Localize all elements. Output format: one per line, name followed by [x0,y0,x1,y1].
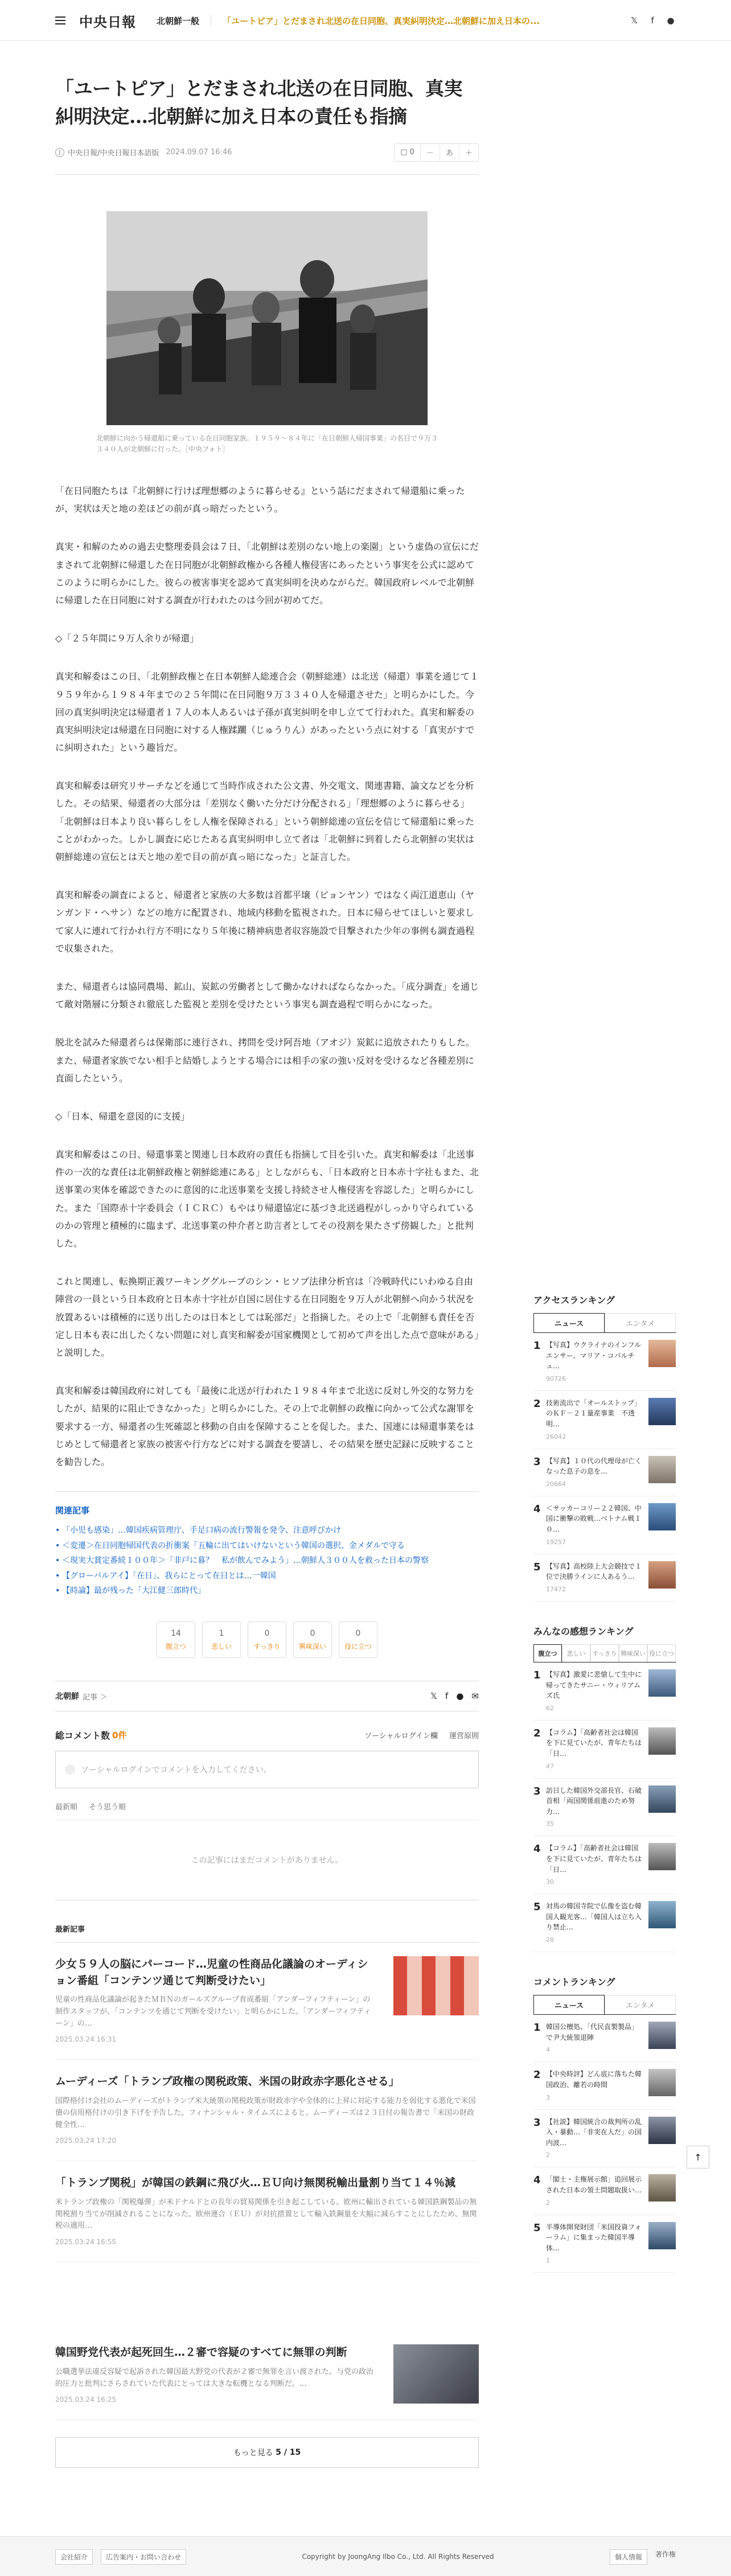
comment-input[interactable] [55,1751,479,1788]
emotion-tab-angry[interactable]: 腹立つ [533,1644,562,1662]
emotion-ranking [533,1624,676,1952]
line-share-icon[interactable]: ● [456,1691,464,1702]
latest-label: 最新記事 [55,1923,479,1943]
article-title: 「ユートピア」とだまされ北送の在日同胞、真実糾明決定…北朝鮮に加え日本の責任も指摘 [55,77,462,127]
latest-article-thumb[interactable] [393,1956,479,2015]
reaction-count: 0 [264,1629,270,1639]
rank-thumb [648,1398,676,1425]
rank-number: 2 [533,1727,541,1739]
article-paragraph: 真実和解委は韓国政府に対しても「最後に北送が行われた１９８４年まで北送に反対し外交的な努力をしたが、結果的に阻止できなかった」と明らかにした。その上で北朝鮮の政権に向かって公式な謝罪を要求する一方、帰還者の生死確認と移動の自由を保障することを促した。また、国連には帰還事業をはじめとして帰還者と家族の被害や行方などに対する調査を要請し、その結果を歴史記録に反映することを勧告した。 [55,1385,475,1467]
hamburger-menu-icon[interactable] [55,17,65,24]
latest-article-title[interactable]: 韓国野党代表が起死回生…２審で容疑のすべてに無罪の判断 [55,2346,347,2359]
comments-title: 総コメント数 [55,1730,110,1742]
reaction-label: 役に立つ [344,1643,372,1651]
reaction-relieved-button[interactable] [248,1622,286,1658]
reaction-angry-button[interactable] [157,1622,195,1658]
ranking-item[interactable] [533,1496,676,1554]
article-source[interactable]: 中央日報/中央日報日本語版 [68,149,159,158]
related-link[interactable]: • ＜現実大賞定番続１００年＞「非戸に暮？ 私が飲んでみよう」…朝鮮人３００人を救った日本の警察 [55,1553,479,1569]
emotion-tab-useful[interactable]: 役に立つ [647,1644,676,1662]
load-more-page: 5 / 15 [276,2448,301,2458]
rank-thumb [648,2174,676,2201]
main-column [55,41,479,2468]
line-share-icon[interactable]: ● [667,15,675,26]
ranking-item[interactable] [533,1663,676,1721]
latest-article-date: 2025.03.24 16:31 [55,2035,117,2044]
rank-number: 3 [533,1785,541,1797]
rank-count: 30 [546,1878,554,1886]
privacy-link[interactable]: 個人情報 [610,2549,647,2565]
rank-title: 韓国公檀処、「代民直製製品」で尹大統領退陣 [546,2023,639,2042]
article-paragraph: 「在日同胞たちは『北朝鮮に行けば理想郷のように暮らせる』という話にだまされて帰還船に乗ったが、実状は天と地の差ほどの前が真っ暗だったという。 [55,485,465,515]
rank-number: 5 [533,1901,541,1914]
rank-number: 1 [533,1340,541,1352]
footer [0,2536,731,2576]
rank-title: 「閣士・主権展示館」追回展示された日本の領土問題取扱い… [546,2175,642,2194]
font-size-decrease-button[interactable]: － [421,144,440,161]
reaction-count: 1 [219,1629,224,1639]
reaction-label: 悲しい [211,1643,232,1651]
related-link[interactable]: • 【グローバルアイ】「在日」、我らにとって在日とは…一韓国 [55,1569,479,1584]
ad-contact-link[interactable]: 広告案内・お問い合わせ [101,2549,186,2565]
rank-title: 【社説】韓国統合の裁判所の乱入・暴動…「非実在人だ」の国内波… [546,2117,642,2147]
comments-empty: この記事にはまだコメントがありません。 [55,1820,479,1900]
latest-article-desc: 国際格付け会社のムーディーズがトランプ米大統領の関税政策が財政赤字や全体的に上昇に対応する能力を弱化する悪化で米国債の信用格付けの引き下げを予告した。フィナンシャル・タイムズによると、ムーディーズは２３日付の報告書で「米国の財政健全性… [55,2096,476,2129]
facebook-share-icon[interactable]: f [651,15,654,26]
ranking-item[interactable] [533,2110,676,2168]
article-paragraph: これと関連し、転換期正義ワーキンググループのシン・ヒソプ法律分析官は「冷戦時代にいわゆる自由陣営の一員という日本政府と日本赤十字社が自国に居住する在日同胞を９万人が北朝鮮へ向かう状況を放置あるいは積極的に送り出したのは日本としては恥部だ」と指摘した。その上で「北朝鮮も責任を否定し日本も表に出したくない問題に対し真実和解委が国家機関として初めて声を出した点で意味がある」と説明した。 [55,1276,479,1358]
article-subheading: ◇「日本、帰還を意図的に支援」 [55,1110,190,1122]
reaction-count: 14 [171,1629,181,1639]
rank-views: 17472 [546,1585,566,1593]
rank-title: 【写真】ウクライナのインフルエンサー、マリア・コパルチュ… [546,1341,642,1371]
reaction-label: すっきり [253,1643,281,1651]
section-name[interactable]: 北朝鮮一般 [157,15,211,27]
rank-thumb [648,2222,676,2249]
rank-thumb [648,1901,676,1928]
access-tab-news[interactable]: ニュース [533,1313,605,1332]
rank-number: 3 [533,1455,541,1468]
load-more-button[interactable] [55,2437,479,2468]
rank-title: 【写真】高校陸上大会競技で１位で決勝ラインに人あるう… [546,1562,642,1581]
article-paragraph: 脱北を試みた帰還者らは保衛部に連行され、拷問を受け阿吾地（アオジ）炭鉱に追放されたりもした。また、帰還者家族でない相手と結婚しようとする場合には相手の家の強い反対を受けるなど各種差別に直面したという。 [55,1037,475,1084]
rank-title: 対馬の韓国寺院で仏像を盗む韓国人観光客…「韓国人は立ち入り禁止… [546,1902,642,1932]
article-date: 2024.09.07 16:46 [166,148,232,157]
related-link[interactable]: • 【時論】最が残った「大江健三郎時代」 [55,1583,479,1599]
rank-number: 5 [533,2221,541,2234]
rank-number: 4 [533,1843,541,1855]
rank-thumb [648,1785,676,1813]
rank-number: 2 [533,2069,541,2081]
comment-ranking-title[interactable]: コメントランキング [533,1977,615,1988]
user-avatar-icon [65,1764,75,1775]
related-articles [55,1491,479,1599]
site-logo[interactable]: 中央日報 [79,13,136,30]
company-info-link[interactable]: 会社紹介 [55,2549,93,2565]
ranking-item[interactable] [533,2062,676,2109]
rank-count: 28 [546,1936,554,1944]
article-paragraph: 真実和解委はこの日、帰還事業と関連し日本政府の責任も指摘して目を引いた。真実和解委は「北送事件の一次的な責任は北朝鮮政権と朝鮮総連にある」としながらも、「日本政府と日本赤十字社もまた、北送事業の実体を確認できたのに意図的に北送事業を支援し持続させ人権侵害を容認した」と明らかにした。また「国際赤十字委員会（ＩＣＲＣ）もやはり帰還協定に基づき北送過程がしっかり守られているのかの管理と積極的に臨まず、北送事業の仲介者と助言者としてその役割を果たさず傍観した」と批判した。 [55,1149,479,1249]
emotion-tab-interesting[interactable]: 興味深い [619,1644,647,1662]
ranking-item[interactable] [533,1779,676,1837]
rank-number: 2 [533,1397,541,1410]
article-photo-box [55,211,479,455]
font-button[interactable]: あ [440,144,459,161]
ranking-item[interactable] [533,1333,676,1391]
photo-illustration [106,211,428,425]
latest-article-desc: 公職選挙法違反容疑で起訴された韓国最大野党の代表が２審で無罪を言い渡された。与党の政治的圧力と批判にさらされていた代表にとっては大きな転機となる判断だ。… [55,2367,374,2388]
headline-ticker[interactable]: 「ユートピア」とだまされ北送の在日同胞、真実糾明決定…北朝鮮に加え日本の... [223,15,540,26]
x-share-icon[interactable]: 𝕏 [430,1691,438,1702]
copyright: Copyright by JoongAng Ilbo Co., Ltd. All Rights Reserved [302,2553,494,2561]
latest-article[interactable] [55,2060,479,2161]
byline [55,143,479,175]
rank-thumb [648,2069,676,2096]
ranking-item[interactable] [533,1391,676,1449]
rank-thumb [648,2022,676,2049]
latest-article-thumb[interactable] [393,2344,479,2404]
rank-thumb [648,1340,676,1367]
article-body [55,482,479,1471]
rank-count: 62 [546,1704,554,1712]
rank-thumb [648,2117,676,2144]
x-share-icon[interactable]: 𝕏 [630,15,638,26]
emotion-ranking-title[interactable]: みんなの感想ランキング [533,1626,634,1637]
comment-tab-news[interactable]: ニュース [533,1995,605,2014]
photo-caption: 北朝鮮に向かう帰還船に乗っている在日同胞家族。１９５９～８４年に「在日朝鮮人帰国事業」の名目で９万３３４０人が北朝鮮に行った。［中央フォト］ [96,434,438,453]
rank-thumb [648,1561,676,1589]
author-row [55,1681,479,1711]
rank-number: 4 [533,1503,541,1515]
access-ranking-title[interactable]: アクセスランキング [533,1295,615,1306]
reaction-count: 0 [355,1629,361,1639]
ranking-item[interactable] [533,1554,676,1602]
rank-title: 【コラム】「高齢者社会は韓国を下に見ていたが、青年たちは「日… [546,1728,642,1758]
arrow-up-icon: ↑ [694,2151,702,2163]
font-size-increase-button[interactable]: ＋ [465,149,473,158]
rank-title: 訪日した韓国外交部長官、石破首相「両国関係前進のため努力… [546,1786,642,1816]
sidebar [533,41,676,2468]
emotion-tab-relieved[interactable]: すっきり [590,1644,619,1662]
rank-thumb [648,1843,676,1870]
ranking-item[interactable] [533,1836,676,1894]
related-title: 関連記事 [55,1505,90,1516]
latest-article-desc: 児童の性商品化議論が起きたＭＢＮのガールズグループ育成番組「アンダーフィフティーン」の制作スタッフが、「コンテンツを通じて判断を受けたい」と明らかにした。「アンダーフィフティーン」の… [55,1995,371,2028]
rank-count: 47 [546,1762,554,1770]
latest-article-date: 2025.03.24 16:55 [55,2238,117,2246]
rank-count: 35 [546,1820,554,1828]
rank-title: 【写真】激愛に悲愴して生中に帰ってきたサニー・ウィリアムズ氏 [546,1670,642,1700]
rank-views: 19257 [546,1538,566,1546]
article-subheading: ◇「２５年間に９万人余りが帰還」 [55,633,199,644]
rank-thumb [648,1503,676,1530]
rank-count: 3 [546,2093,550,2101]
ranking-item[interactable] [533,1449,676,1496]
source-icon: J [55,148,64,157]
reaction-buttons [55,1622,479,1658]
rank-title: 【コラム】「高齢者社会は韓国を下に見ていたが、青年たちは「日… [546,1844,642,1874]
facebook-share-icon[interactable]: f [445,1691,449,1702]
rank-title: ＜サッカーコリー２２韓国、中国に衝撃の敗戦…ベトナム戦１０… [546,1504,642,1534]
emotion-tab-sad[interactable]: 悲しい [562,1644,590,1662]
comment-tab-entame[interactable]: エンタメ [605,1995,676,2014]
latest-article-desc: 米トランプ政権の「関税爆弾」が米ドナルドとの長年の貿易関係を引き起こしている。欧州に輸出されている韓国鉄鋼製品の無関税割り当てが削減されることになった。欧州連合（ＥＵ）が対抗措置として輸入鉄鋼量を大幅に減らすことにしたため、無関税の適用… [55,2198,477,2231]
reaction-count: 0 [310,1629,315,1639]
ranking-item[interactable] [533,1721,676,1779]
rank-number: 4 [533,2174,541,2187]
reaction-label: 腹立つ [165,1643,186,1651]
rank-title: 半導体開発財団「米国投資フォーラム」に集まった韓国半導体… [546,2223,642,2252]
latest-article-date: 2025.03.24 16:25 [55,2396,117,2404]
rank-title: 技術流出で「オールストップ」のＫＦ－２１量産事業 不透明… [546,1398,642,1429]
latest-article[interactable] [55,2331,479,2420]
rank-thumb [648,1456,676,1483]
rank-number: 1 [533,1669,541,1681]
comment-placeholder: ソーシャルログインでコメントを入力してください。 [81,1766,272,1775]
load-more-label: もっと見る [233,2449,273,2458]
copyright-link[interactable]: 著作権 [655,2550,676,2558]
article-photo [106,211,428,425]
rank-count: 1 [546,2257,550,2265]
latest-article-title[interactable]: ムーディーズ「トランプ政権の関税政策、米国の財政赤字悪化させる」 [55,2075,400,2088]
comment-ranking [533,1975,676,2273]
author-more-link[interactable]: 記事 ＞ [83,1693,108,1702]
article-paragraph: 真実和解委はこの日、「北朝鮮政権と在日本朝鮮人総連合会（朝鮮総連）は北送（帰還）事業を通じて１９５９年から１９８４年までの２５年間に在日同胞９万３３４０人を帰還させた」と明らかにした。今回の真実糾明決定は帰還者１７人の本人あるいは子孫が真実糾明を申し立てて行われた。真実和解委の真実糾明決定は帰還在日同胞に対する人権蹂躙（じゅうりん）があったという点に対する「真実がすでに糾明された」という趣旨だ。 [55,671,479,754]
latest-article[interactable] [55,2161,479,2262]
reaction-useful-button[interactable] [339,1622,377,1658]
rank-count: 4 [546,2046,550,2054]
rank-number: 1 [533,2022,541,2034]
rank-title: 【写真】１０代の代理母が亡くなった息子の息を… [546,1456,642,1476]
reaction-label: 興味深い [298,1643,326,1651]
rank-thumb [648,1669,676,1697]
ranking-item[interactable] [533,2015,676,2062]
comment-policy-link[interactable]: 運営原則 [449,1732,479,1741]
ranking-item[interactable] [533,2215,676,2273]
reaction-sad-button[interactable] [202,1622,241,1658]
scroll-to-top-button[interactable] [687,2146,709,2168]
related-link[interactable]: • ＜変遷＞在日同胞帰国代表の折衝案「五輪に出てはいけないという韓国の選択、金メダルで守る [55,1538,479,1554]
reaction-interesting-button[interactable] [293,1622,332,1658]
article-paragraph: 真実・和解のための過去史整理委員会は７日、「北朝鮮は差別のない地上の楽園」という虚偽の宣伝にだまされて北朝鮮に帰還した在日同胞が北朝鮮政権から各種人権侵害にあったという事実を公式に認めてこのように明らかにした。彼らの被害事実を認めて真実糾明を決めながらだ。韓国政府レベルで北朝鮮に帰還した在日同胞に対する調査が行われたのは今回が初めてだ。 [55,541,479,606]
article-paragraph: 真実和解委の調査によると、帰還者と家族の大多数は首都平壌（ピョンヤン）ではなく両江道恵山（ヤンガンド・ヘサン）などの地方に配置され、地域内移動を監視された。日本に帰らせてほしいと要求して家人に連れて行かれ行方不明になり５年後に精神病患者収容施設で目撃された少年の事例も調査過程で収集された。 [55,890,475,954]
rank-number: 3 [533,2116,541,2129]
rank-number: 5 [533,1561,541,1573]
latest-article[interactable] [55,1943,479,2060]
article-tools [394,143,479,162]
rank-title: 【中央時評】どん底に落ちた韓国政治、離若の時間 [546,2070,642,2089]
author-name[interactable]: 北朝鮮 [55,1692,79,1702]
access-tab-entame[interactable]: エンタメ [605,1313,676,1332]
rank-count: 2 [546,2199,550,2207]
mail-share-icon[interactable]: ✉ [471,1691,479,1702]
top-navigation-bar [0,0,731,41]
latest-article-date: 2025.03.24 17:20 [55,2137,117,2145]
comments-count: 0件 [112,1730,127,1741]
sort-latest-tab[interactable]: 最新順 [55,1803,78,1812]
sort-popular-tab[interactable]: そう思う順 [89,1803,126,1812]
social-login-link[interactable]: ソーシャルログイン欄 [364,1732,438,1741]
latest-article-title[interactable]: 「トランプ関税」が韓国の鉄鋼に飛び火…ＥＵ向け無関税輸出量割り当て１４％減 [55,2176,456,2190]
comment-sort-tabs [55,1801,479,1820]
rank-views: 26042 [546,1433,566,1441]
ranking-item[interactable] [533,1894,676,1952]
rank-count: 2 [546,2151,550,2159]
rank-views: 90726 [546,1375,566,1382]
ranking-item[interactable] [533,2167,676,2215]
latest-article-title[interactable]: 少女５９人の脳にパーコード…児童の性商品化議論のオーディション番組「コンテンツ通じて判断受けたい」 [55,1958,368,1987]
article-paragraph: 真実和解委は研究リサーチなどを通じて当時作成された公文書、外交電文、関連書籍、論文などを分析した。その結果、帰還者の大部分は「差別なく働いた分だけ分配される」「理想郷のように暮らせる」「北朝鮮は日本より良い暮らしをし人権を保障される」という朝鮮総連の宣伝を信じて帰還船に乗ったことがわかった。しかし調査に応じたある真実糾明申し立て者は「北朝鮮に到着したら北朝鮮の実状は朝鮮総連の宣伝とは天と地の差で目の前が真っ暗になった」と証言した。 [55,780,475,863]
comment-count: 0 [409,148,414,157]
access-ranking [533,1293,676,1602]
related-link[interactable]: • 「小児も感染」…韓国疾病管理庁、手足口病の流行警報を発令、注意呼びかけ [55,1523,479,1538]
rank-views: 20664 [546,1480,566,1488]
comment-count-button[interactable] [395,144,421,161]
comments-header [55,1729,479,1742]
rank-thumb [648,1727,676,1755]
comment-icon: ▢ [400,148,410,157]
article-paragraph: また、帰還者らは協同農場、鉱山、炭鉱の労働者として働かなければならなかった。「成分調査」を通じて敵対階層に分類され徹底した監視と差別を受けたという事実も調査過程で明らかになった。 [55,981,479,1010]
